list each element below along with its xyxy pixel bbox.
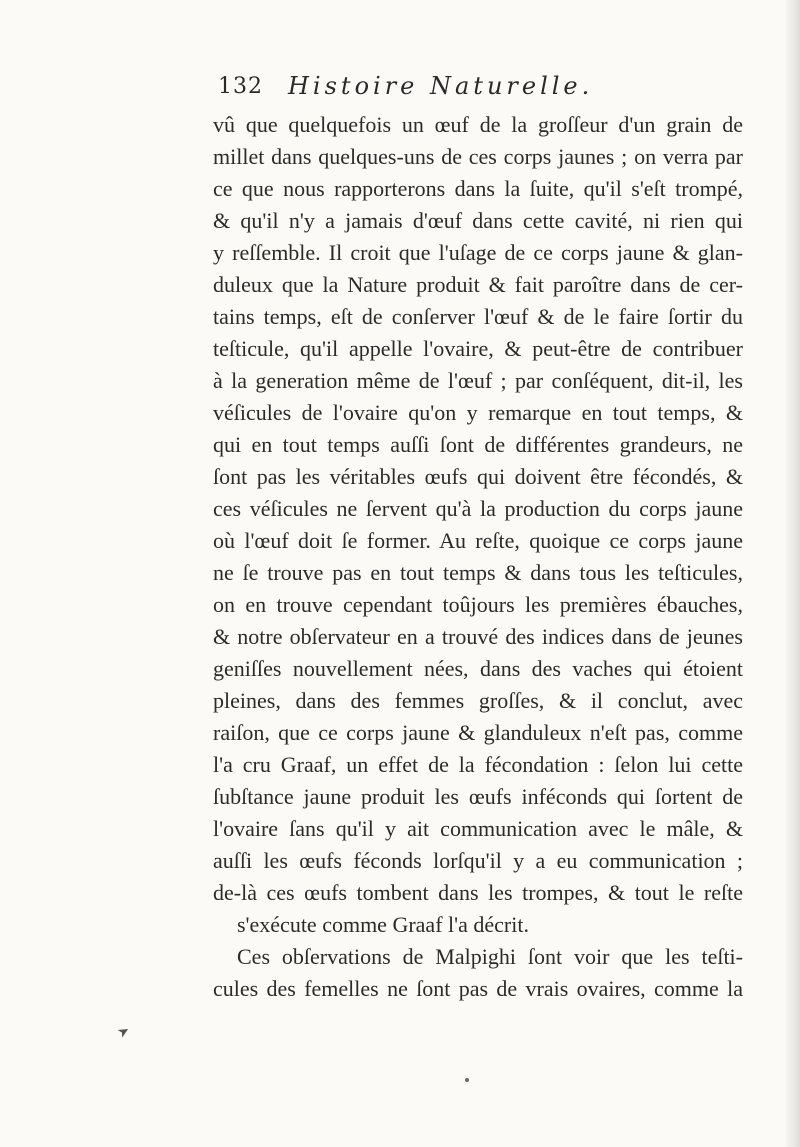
text-line: ſont pas les véritables œufs qui doivent être fécondés, &: [213, 464, 743, 489]
text-line: Ces obſervations de Malpighi ſont voir que les teſti-: [237, 944, 743, 969]
text-line: raiſon, que ce corps jaune & glanduleux n'eſt pas, comme: [213, 720, 743, 745]
text-line: & notre obſervateur en a trouvé des indices dans de jeunes: [213, 624, 743, 649]
text-line: & qu'il n'y a jamais d'œuf dans cette cavité, ni rien qui: [213, 208, 743, 233]
running-title: Histoire Naturelle.: [288, 72, 594, 100]
text-line: teſticule, qu'il appelle l'ovaire, & peut-être de contribuer: [213, 336, 743, 361]
text-line: qui en tout temps auſſi ſont de différentes grandeurs, ne: [213, 432, 743, 457]
text-line: à la generation même de l'œuf ; par conſéquent, dit-il, les: [213, 368, 743, 393]
text-line: l'ovaire ſans qu'il y ait communication avec le mâle, &: [213, 816, 743, 841]
text-line: ſubſtance jaune produit les œufs inféconds qui ſortent de: [213, 784, 743, 809]
text-line: pleines, dans des femmes groſſes, & il conclut, avec: [213, 688, 743, 713]
text-line: de-là ces œufs tombent dans les trompes, & tout le reſte: [213, 880, 743, 905]
text-line: ces véſicules ne ſervent qu'à la production du corps jaune: [213, 496, 743, 521]
text-line: vû que quelquefois un œuf de la groſſeur d'un grain de: [213, 112, 743, 137]
text-line: millet dans quelques-uns de ces corps jaunes ; on verra par: [213, 144, 743, 169]
text-line: ce que nous rapporterons dans la ſuite, qu'il s'eſt trompé,: [213, 176, 743, 201]
page-number: 132: [218, 74, 263, 99]
text-line: tains temps, eſt de conſerver l'œuf & de le faire ſortir du: [213, 304, 743, 329]
text-line: auſſi les œufs féconds lorſqu'il y a eu communication ;: [213, 848, 743, 873]
text-line: on en trouve cependant toûjours les premières ébauches,: [213, 592, 743, 617]
page-header: [218, 72, 658, 106]
text-line: ne ſe trouve pas en tout temps & dans tous les teſticules,: [213, 560, 743, 585]
text-line: véſicules de l'ovaire qu'on y remarque en tout temps, &: [213, 400, 743, 425]
text-line: s'exécute comme Graaf l'a décrit.: [237, 912, 529, 937]
text-line: cules des femelles ne ſont pas de vrais ovaires, comme la: [213, 976, 743, 1001]
text-line: duleux que la Nature produit & fait paroître dans de cer-: [213, 272, 743, 297]
text-line: où l'œuf doit ſe former. Au reſte, quoique ce corps jaune: [213, 528, 743, 553]
text-line: geniſſes nouvellement nées, dans des vaches qui étoient: [213, 656, 743, 681]
ink-dot: [465, 1078, 469, 1082]
body-text: [213, 109, 743, 1005]
page-edge: [786, 0, 800, 1147]
text-line: y reſſemble. Il croit que l'uſage de ce corps jaune & glan-: [213, 240, 743, 265]
text-line: l'a cru Graaf, un effet de la fécondation : ſelon lui cette: [213, 752, 743, 777]
ink-mark: ➤: [114, 1022, 133, 1042]
